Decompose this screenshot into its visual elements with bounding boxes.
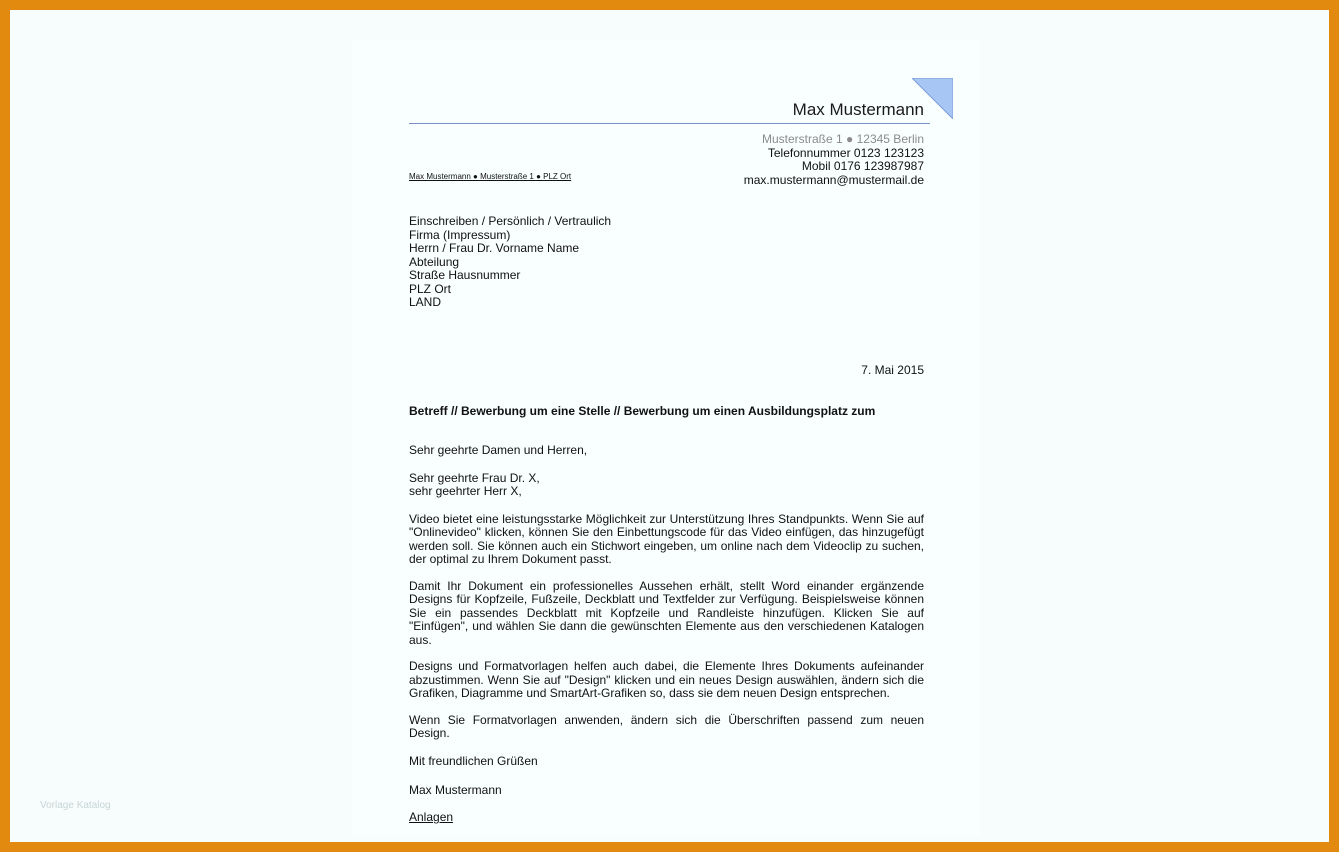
body-paragraph: Designs und Formatvorlagen helfen auch dabei, die Elemente Ihres Dokuments aufeinander abzustimmen. Wenn Sie auf "Design" klicken und ein neues Design auswählen, ändern sich die Grafiken, Diagramme und SmartArt-Grafiken so, dass sie dem neuen Design entsprechen. (409, 659, 924, 700)
salutation-alt-line-1: Sehr geehrte Frau Dr. X, (409, 470, 540, 485)
letter-date: 7. Mai 2015 (861, 363, 924, 377)
recipient-line: Herrn / Frau Dr. Vorname Name (409, 241, 580, 255)
recipient-line: LAND (409, 295, 442, 309)
signature-name: Max Mustermann (409, 783, 502, 797)
recipient-line: PLZ Ort (409, 281, 452, 296)
watermark-text: Vorlage Katalog (40, 800, 111, 811)
header-divider (409, 123, 930, 124)
closing-phrase: Mit freundlichen Grüßen (409, 753, 538, 768)
salutation: Sehr geehrte Damen und Herren, (409, 443, 588, 457)
body-paragraph: Damit Ihr Dokument ein professionelles Aussehen erhält, stellt Word einander ergänzende Designs für Kopfzeile, Fußzeile, Deckblatt und Textfelder zur Verfügung. Beispielsweise können Sie ein passendes Deckblatt mit Kopfzeile und Randleiste hinzufügen. Klicken Sie auf "Einfügen", und wählen Sie dann die gewünschten Elemente aus den verschiedenen Katalogen aus. (409, 578, 924, 647)
recipient-address-block (409, 215, 611, 310)
body-paragraph: Video bietet eine leistungsstarke Möglichkeit zur Unterstützung Ihres Standpunkts. Wenn Sie auf "Onlinevideo" klicken, können Sie den Einbettungscode für das Video einfügen, das hinzugefügt werden soll. Sie können auch ein Stichwort eingeben, um online nach dem Videoclip zu suchen, der optimal zu Ihrem Dokument passt. (409, 511, 924, 566)
return-address-line: Max Mustermann ● Musterstraße 1 ● PLZ Ort (409, 172, 572, 181)
recipient-line: Straße Hausnummer (409, 268, 521, 282)
recipient-line: Firma (Impressum) (409, 227, 511, 242)
attachments-label: Anlagen (409, 810, 454, 824)
letter-body (409, 444, 924, 768)
sender-phone: Telefonnummer 0123 123123 (767, 145, 924, 160)
recipient-line: Einschreiben / Persönlich / Vertraulich (409, 214, 612, 228)
sender-mobile: Mobil 0176 123987987 (801, 159, 924, 173)
letter-subject: Betreff // Bewerbung um eine Stelle // Bewerbung um einen Ausbildungsplatz zum (409, 404, 876, 418)
sender-address: Musterstraße 1 ● 12345 Berlin (762, 132, 924, 146)
body-paragraph: Wenn Sie Formatvorlagen anwenden, ändern sich die Überschriften passend zum neuen Design. (409, 712, 924, 740)
sender-contact-block (744, 133, 924, 187)
salutation-alt-line-2: sehr geehrter Herr X, (409, 484, 522, 498)
recipient-line: Abteilung (409, 254, 460, 269)
sender-email: max.mustermann@mustermail.de (743, 172, 924, 187)
sender-name-heading: Max Mustermann (792, 100, 924, 119)
